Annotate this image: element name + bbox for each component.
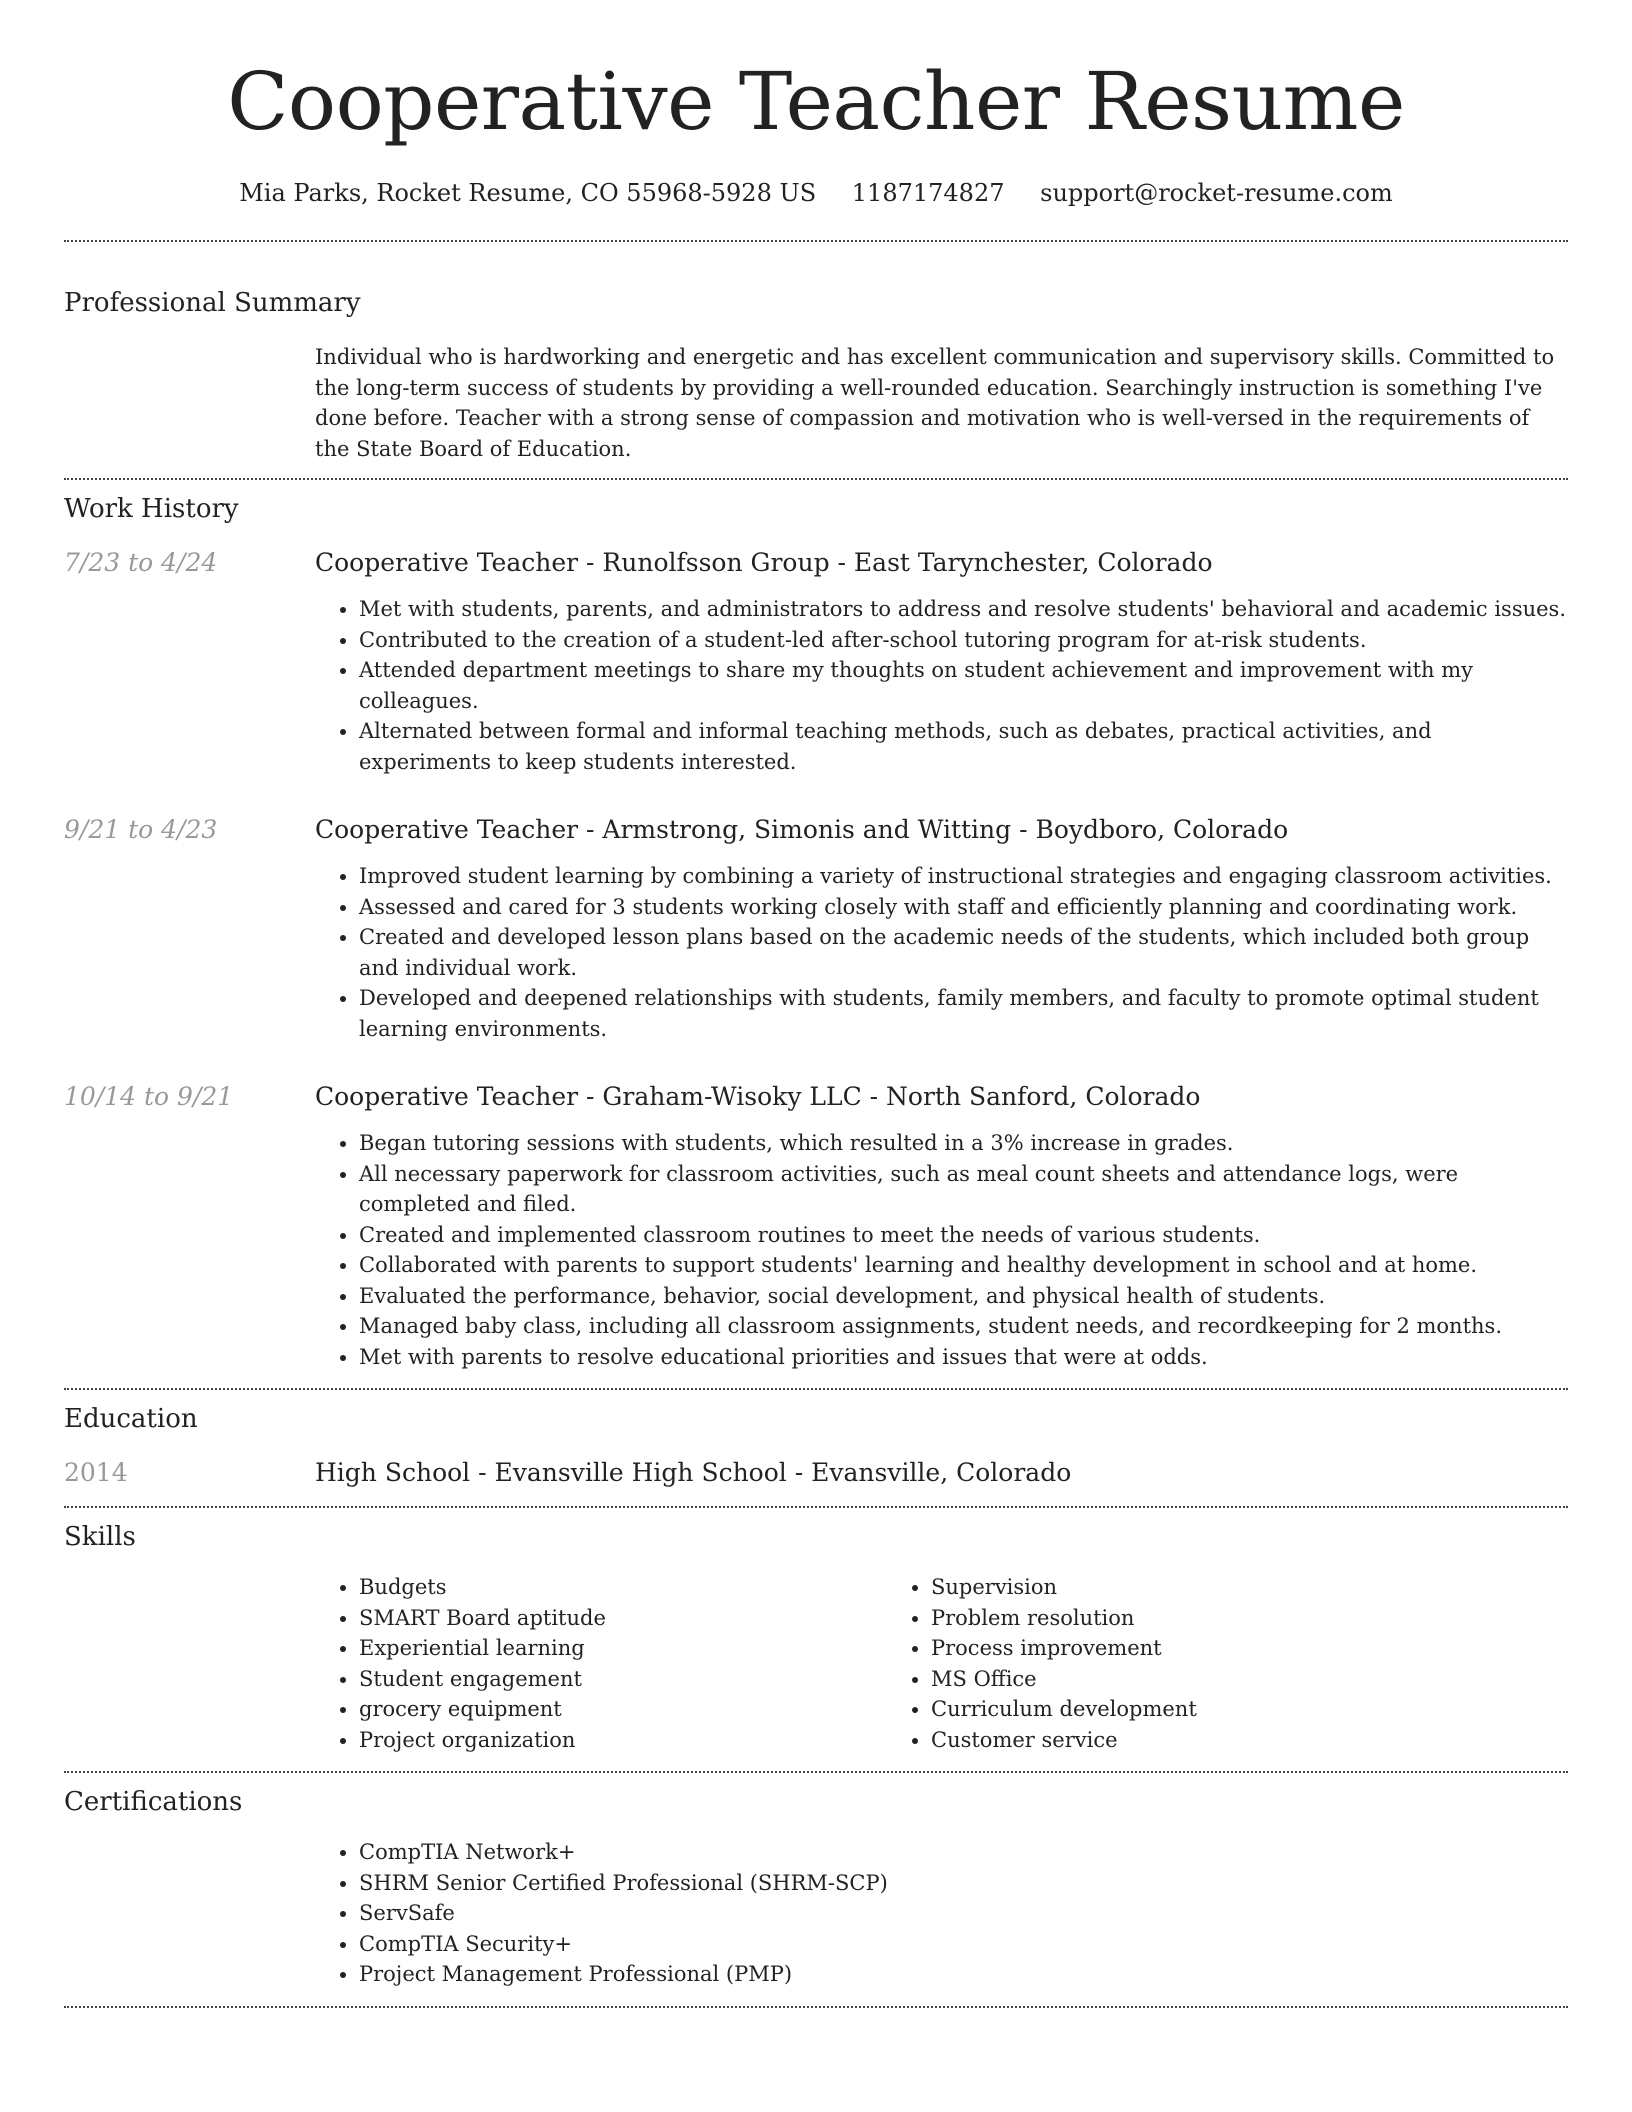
list-item: • Process improvement [931, 1633, 1459, 1664]
list-item: • Alternated between formal and informal teaching methods, such as debates, practical activities, and experiments to keep students interested. [359, 716, 1568, 777]
list-item: • All necessary paperwork for classroom activities, such as meal count sheets and attendance logs, were completed and filed. [359, 1159, 1568, 1220]
list-item: • grocery equipment [359, 1694, 887, 1725]
list-item: • Student engagement [359, 1664, 887, 1695]
education-year: 2014 [64, 1458, 128, 1487]
list-item: • Evaluated the performance, behavior, social development, and physical health of students. [359, 1281, 1568, 1312]
contact-email: support@rocket-resume.com [1040, 179, 1393, 207]
list-item: • Customer service [931, 1725, 1459, 1756]
divider [64, 240, 1568, 242]
job-dates: 10/14 to 9/21 [64, 1082, 234, 1111]
education-entry [64, 1456, 1568, 1490]
list-item: • Improved student learning by combining a variety of instructional strategies and engaging classroom activities. [359, 861, 1568, 892]
list-item: • MS Office [931, 1664, 1459, 1695]
list-item: • Budgets [359, 1572, 887, 1603]
skills-column-right [887, 1572, 1459, 1755]
job-bullets [315, 861, 1568, 1044]
skills-column-left [315, 1572, 887, 1755]
job-entry [64, 1080, 1568, 1372]
divider [64, 2006, 1568, 2008]
education-heading [315, 1456, 1568, 1490]
job-heading: Cooperative Teacher - Armstrong, Simonis and Witting - Boydboro, Colorado [315, 815, 1289, 844]
summary-title: Professional Summary [64, 288, 361, 318]
job-bullets [315, 594, 1568, 777]
list-item: • Supervision [931, 1572, 1459, 1603]
contact-phone: 1187174827 [851, 179, 1005, 207]
education-title: Education [64, 1404, 198, 1434]
divider [64, 478, 1568, 480]
list-item: • CompTIA Network+ [359, 1837, 1568, 1868]
list-item: • ServSafe [359, 1898, 1568, 1929]
list-item: • Project Management Professional (PMP) [359, 1959, 1568, 1990]
divider [64, 1771, 1568, 1773]
list-item: • Attended department meetings to share my thoughts on student achievement and improvement with my colleagues. [359, 655, 1568, 716]
list-item: • Created and developed lesson plans based on the academic needs of the students, which included both group and individual work. [359, 922, 1568, 983]
job-entry [64, 546, 1568, 777]
list-item: • Met with students, parents, and administrators to address and resolve students' behavioral and academic issues. [359, 594, 1568, 625]
list-item: • Collaborated with parents to support students' learning and healthy development in school and at home. [359, 1250, 1568, 1281]
contact-address: Mia Parks, Rocket Resume, CO 55968-5928 US [239, 179, 817, 207]
list-item: • Problem resolution [931, 1603, 1459, 1634]
skills-title: Skills [64, 1522, 136, 1552]
list-item: • Created and implemented classroom routines to meet the needs of various students. [359, 1220, 1568, 1251]
list-item: • Assessed and cared for 3 students working closely with staff and efficiently planning and coordinating work. [359, 892, 1568, 923]
divider [64, 1506, 1568, 1508]
job-dates: 9/21 to 4/23 [64, 815, 218, 844]
job-heading: Cooperative Teacher - Graham-Wisoky LLC - North Sanford, Colorado [315, 1082, 1201, 1111]
job-dates: 7/23 to 4/24 [64, 548, 218, 577]
resume-title: Cooperative Teacher Resume [227, 55, 1405, 148]
list-item: • Curriculum development [931, 1694, 1459, 1725]
skills-list [315, 1572, 1568, 1755]
list-item: • Managed baby class, including all classroom assignments, student needs, and recordkeeping for 2 months. [359, 1311, 1568, 1342]
job-heading: Cooperative Teacher - Runolfsson Group - East Tarynchester, Colorado [315, 548, 1213, 577]
list-item: • SMART Board aptitude [359, 1603, 887, 1634]
job-bullets [315, 1128, 1568, 1372]
list-item: • Contributed to the creation of a student-led after-school tutoring program for at-risk students. [359, 625, 1568, 656]
contact-line [64, 176, 1568, 210]
work-history-title: Work History [64, 494, 239, 524]
list-item: • CompTIA Security+ [359, 1929, 1568, 1960]
certifications-list [315, 1837, 1568, 1990]
education-details: - Evansville High School - Evansville, Colorado [470, 1458, 1072, 1487]
divider [64, 1388, 1568, 1390]
list-item: • Experiential learning [359, 1633, 887, 1664]
list-item: • Project organization [359, 1725, 887, 1756]
list-item: • SHRM Senior Certified Professional (SHRM-SCP) [359, 1868, 1568, 1899]
certifications-title: Certifications [64, 1787, 243, 1817]
list-item: • Met with parents to resolve educational priorities and issues that were at odds. [359, 1342, 1568, 1373]
list-item: • Began tutoring sessions with students, which resulted in a 3% increase in grades. [359, 1128, 1568, 1159]
job-entry [64, 813, 1568, 1044]
education-degree: High School [315, 1458, 471, 1487]
list-item: • Developed and deepened relationships with students, family members, and faculty to promote optimal student learning environments. [359, 983, 1568, 1044]
summary-text: Individual who is hardworking and energetic and has excellent communication and supervisory skills. Committed to the long-term success of students by providing a well-rounded education. Searchingly instruction is something I've done before. Teacher with a strong sense of compassion and motivation who is well-versed in the requirements of the State Board of Education. [315, 345, 1555, 461]
